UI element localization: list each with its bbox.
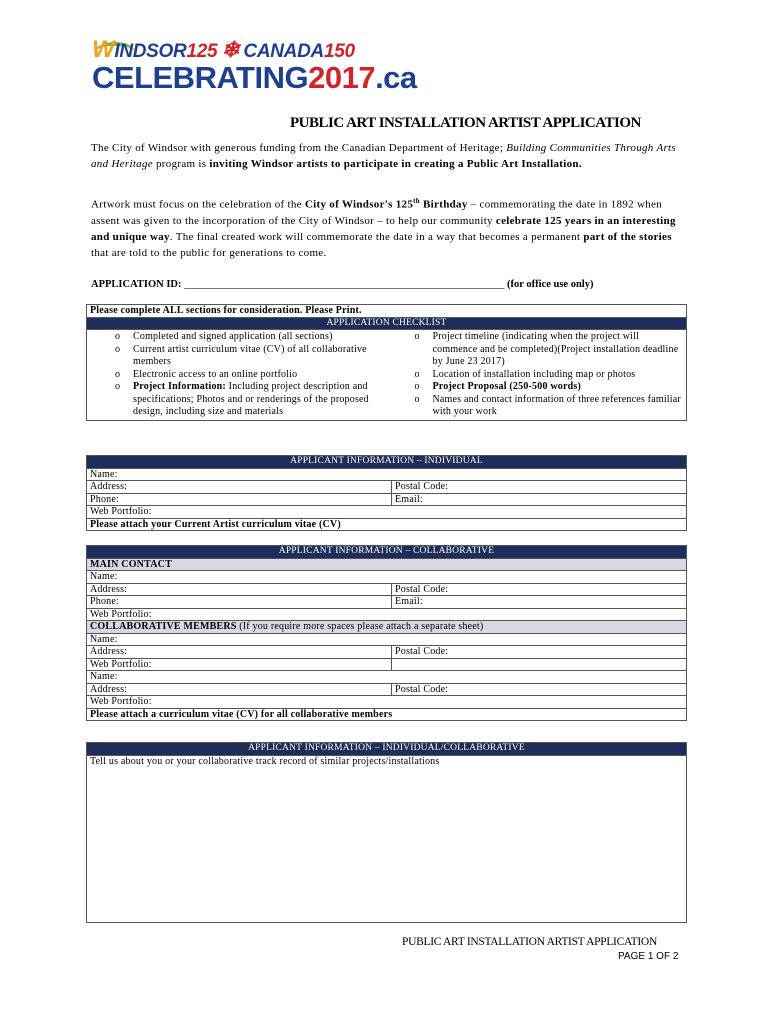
collaborative-info-table — [86, 545, 687, 721]
logo-year: 2017 — [308, 60, 376, 95]
main-contact-name-field[interactable]: Name: — [87, 571, 687, 584]
checklist-item — [115, 369, 387, 382]
individual-postal-field[interactable]: Postal Code: — [392, 481, 687, 494]
individual-info-table — [86, 455, 687, 531]
celebrate-text: celebrate 125 years in an interesting and unique way — [91, 214, 676, 243]
checklist-right-column — [387, 331, 687, 419]
office-use-note: (for office use only) — [507, 279, 594, 290]
bullet-icon: o — [115, 331, 121, 342]
bullet-icon: o — [414, 331, 420, 342]
track-record-field[interactable]: Tell us about you or your collaborative track record of similar projects/installations — [87, 755, 687, 922]
checklist-item — [115, 344, 387, 369]
checklist-item — [415, 394, 687, 419]
bullet-icon: o — [115, 368, 121, 380]
page-title: PUBLIC ART INSTALLATION ARTIST APPLICATION — [290, 115, 641, 131]
logo-w: W — [92, 36, 115, 63]
main-contact-web-field[interactable]: Web Portfolio: — [87, 608, 687, 621]
checklist-table — [86, 304, 687, 421]
collaborative-attach-note: Please attach a curriculum vitae (CV) for all collaborative members — [87, 708, 687, 721]
bullet-icon: o — [115, 381, 121, 392]
individual-phone-field[interactable]: Phone: — [87, 493, 392, 506]
bullet-icon: o — [414, 368, 420, 380]
bullet-icon: o — [414, 381, 420, 392]
individual-email-field[interactable]: Email: — [392, 493, 687, 506]
intro-p2-text-2: – commemorating the date in 1892 when assent was given to the incorporation of the City of Windsor – to help our community — [91, 198, 663, 227]
member-1-postal-field[interactable]: Postal Code: — [392, 646, 687, 659]
bullet-icon: o — [414, 393, 420, 405]
checklist-instruction: Please complete ALL sections for consideration. Please Print. — [87, 305, 687, 318]
intro-p1-text-2: program is — [152, 158, 210, 170]
checklist-item-text: Location of installation including map or photos — [432, 368, 636, 380]
member-2-web-field[interactable]: Web Portfolio: — [87, 696, 687, 709]
checklist-item — [115, 381, 387, 419]
logo-windsor: INDSOR — [114, 41, 187, 62]
checklist-item-text: Project Proposal (250-500 words) — [432, 381, 582, 392]
city-birthday-text: City of Windsor's 125 — [304, 198, 414, 211]
logo-canada: CANADA — [243, 41, 324, 62]
checklist-item-text: Project timeline (indicating when the project will commence and be completed)(Project installation deadline by June 23 2017) — [432, 331, 679, 367]
intro-paragraph-1 — [91, 140, 686, 172]
checklist-item-text: Completed and signed application (all sections) — [133, 331, 333, 342]
individual-name-field[interactable]: Name: — [87, 468, 687, 481]
logo-domain: .ca — [375, 60, 417, 95]
page-number: PAGE 1 OF 2 — [618, 951, 679, 962]
footer-title: PUBLIC ART INSTALLATION ARTIST APPLICATION — [402, 936, 657, 948]
main-contact-label: MAIN CONTACT — [87, 558, 687, 571]
intro-paragraph-2 — [91, 193, 686, 261]
checklist-item-text: Electronic access to an online portfolio — [133, 368, 298, 380]
individual-attach-note: Please attach your Current Artist curriculum vitae (CV) — [87, 518, 687, 531]
individual-header: APPLICANT INFORMATION – INDIVIDUAL — [87, 456, 687, 469]
intro-p2-text-3: . The final created work will commemorate the date in a way that becomes a permanent — [169, 230, 584, 243]
checklist-body — [87, 330, 687, 421]
collaborative-members-label — [87, 621, 687, 634]
checklist-header: APPLICATION CHECKLIST — [87, 317, 687, 330]
main-contact-email-field[interactable]: Email: — [392, 596, 687, 609]
members-note: (If you require more spaces please attach a separate sheet) — [236, 621, 484, 632]
checklist-item — [415, 381, 687, 394]
members-label: COLLABORATIVE MEMBERS — [90, 621, 237, 632]
member-2-address-field[interactable]: Address: — [87, 683, 392, 696]
checklist-item — [415, 331, 687, 369]
track-record-header: APPLICANT INFORMATION – INDIVIDUAL/COLLABORATIVE — [87, 743, 687, 756]
member-1-address-field[interactable]: Address: — [87, 646, 392, 659]
maple-leaf-icon: ❄ — [221, 37, 240, 62]
checklist-item-text: Including project description and specifications; Photos and or renderings of the proposed design, including size and materials — [133, 381, 369, 417]
member-2-name-field[interactable]: Name: — [87, 671, 687, 684]
member-2-postal-field[interactable]: Postal Code: — [392, 683, 687, 696]
checklist-left-column — [87, 331, 387, 419]
individual-web-field[interactable]: Web Portfolio: — [87, 506, 687, 519]
bullet-icon: o — [115, 343, 121, 355]
checklist-item-label: Project Information: — [133, 381, 226, 392]
checklist-item-text: Names and contact information of three references familiar with your work — [432, 393, 681, 417]
logo-bottom-line — [92, 60, 417, 96]
member-1-name-field[interactable]: Name: — [87, 633, 687, 646]
application-id-row — [91, 279, 593, 290]
intro-p2-text-4: that are told to the public for generations to come. — [91, 246, 327, 259]
celebrating-2017-logo — [92, 36, 422, 94]
logo-celebrating: CELEBRATING — [92, 60, 309, 95]
intro-p2-text: Artwork must focus on the celebration of the — [91, 198, 305, 211]
application-id-label: APPLICATION ID: — [91, 279, 182, 290]
application-id-field[interactable]: _____________________________________________________________ — [184, 279, 505, 290]
stories-text: part of the stories — [583, 230, 672, 243]
member-1-web-field[interactable]: Web Portfolio: — [87, 658, 392, 671]
birthday-text: Birthday — [420, 198, 468, 211]
track-record-table — [86, 742, 687, 923]
logo-canada-150: 150 — [323, 41, 355, 62]
checklist-item — [115, 331, 387, 344]
main-contact-phone-field[interactable]: Phone: — [87, 596, 392, 609]
member-1-blank-cell[interactable] — [392, 658, 687, 671]
invitation-text: inviting Windsor artists to participate in creating a Public Art Installation. — [209, 158, 582, 170]
ordinal-suffix: th — [413, 197, 420, 205]
individual-address-field[interactable]: Address: — [87, 481, 392, 494]
logo-windsor-125: 125 — [186, 41, 218, 62]
intro-p1-text: The City of Windsor with generous funding from the Canadian Department of Heritage; — [91, 142, 507, 154]
program-name: Building Communities Through Arts and Heritage — [91, 142, 676, 170]
checklist-item-text: Current artist curriculum vitae (CV) of all collaborative members — [133, 343, 367, 367]
checklist-item — [415, 369, 687, 382]
main-contact-address-field[interactable]: Address: — [87, 583, 392, 596]
main-contact-postal-field[interactable]: Postal Code: — [392, 583, 687, 596]
collaborative-header: APPLICANT INFORMATION – COLLABORATIVE — [87, 546, 687, 559]
